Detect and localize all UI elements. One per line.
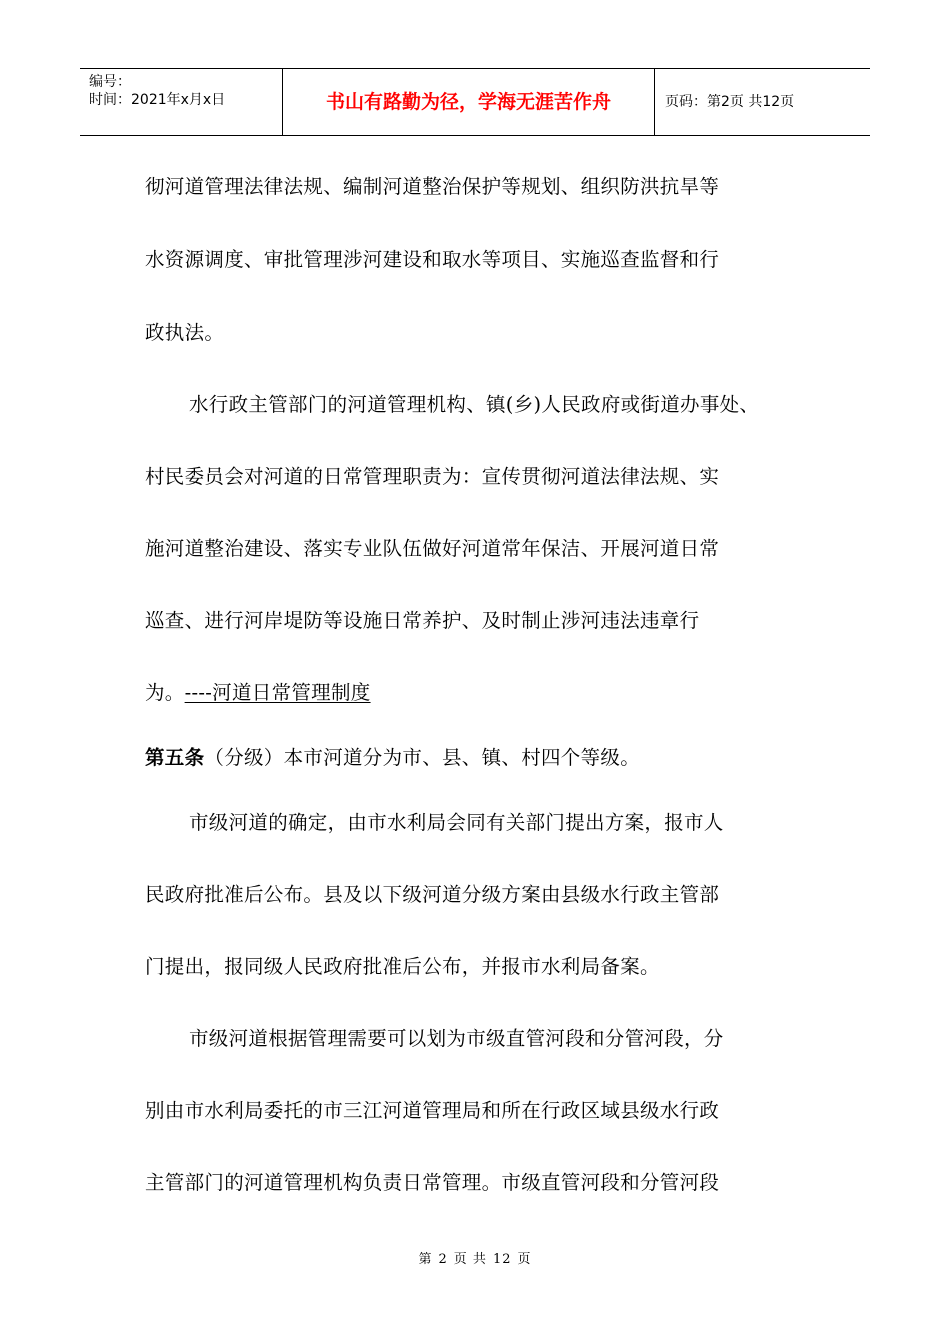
document-time-label: 时间：2021年x月x日	[89, 92, 226, 108]
reference-link[interactable]: ----河道日常管理制度	[184, 681, 371, 704]
header-page-info: 页码：第2页 共12页	[665, 94, 795, 110]
line-text: （分级）本市河道分为市、县、镇、村四个等级。	[204, 746, 641, 769]
article-label: 第五条	[145, 746, 205, 769]
text-line: 政执法。	[145, 321, 225, 344]
footer-suffix: 页	[517, 1252, 532, 1267]
text-line: 村民委员会对河道的日常管理职责为：宣传贯彻河道法律法规、实	[145, 465, 720, 488]
header-motto: 书山有路勤为径，学海无涯苦作舟	[283, 69, 655, 135]
text-line: 水资源调度、审批管理涉河建设和取水等项目、实施巡查监督和行	[145, 248, 720, 271]
text-line: 主管部门的河道管理机构负责日常管理。市级直管河段和分管河段	[145, 1171, 720, 1194]
text-line-with-link	[145, 678, 371, 708]
text-line: 彻河道管理法律法规、编制河道整治保护等规划、组织防洪抗旱等	[145, 175, 720, 198]
header-meta	[80, 69, 283, 135]
document-number-label: 编号：	[89, 74, 131, 90]
text-line: 民政府批准后公布。县及以下级河道分级方案由县级水行政主管部	[145, 883, 720, 906]
text-line: 市级河道的确定，由市水利局会同有关部门提出方案，报市人	[189, 811, 724, 834]
text-line: 巡查、进行河岸堤防等设施日常养护、及时制止涉河违法违章行	[145, 609, 700, 632]
page-header	[80, 68, 870, 136]
text-line: 别由市水利局委托的市三江河道管理局和所在行政区域县级水行政	[145, 1099, 720, 1122]
text-line: 施河道整治建设、落实专业队伍做好河道常年保洁、开展河道日常	[145, 537, 720, 560]
text-line: 市级河道根据管理需要可以划为市级直管河段和分管河段，分	[189, 1027, 724, 1050]
page-footer	[0, 1248, 950, 1267]
footer-middle: 页 共	[453, 1252, 487, 1267]
article-line	[145, 743, 640, 773]
footer-total-pages: 12	[492, 1252, 512, 1267]
footer-prefix: 第	[418, 1252, 433, 1267]
text-line: 门提出，报同级人民政府批准后公布，并报市水利局备案。	[145, 955, 660, 978]
text-line: 水行政主管部门的河道管理机构、镇(乡)人民政府或街道办事处、	[189, 393, 760, 416]
line-text: 为。	[145, 681, 185, 704]
footer-page-number: 2	[438, 1252, 448, 1267]
